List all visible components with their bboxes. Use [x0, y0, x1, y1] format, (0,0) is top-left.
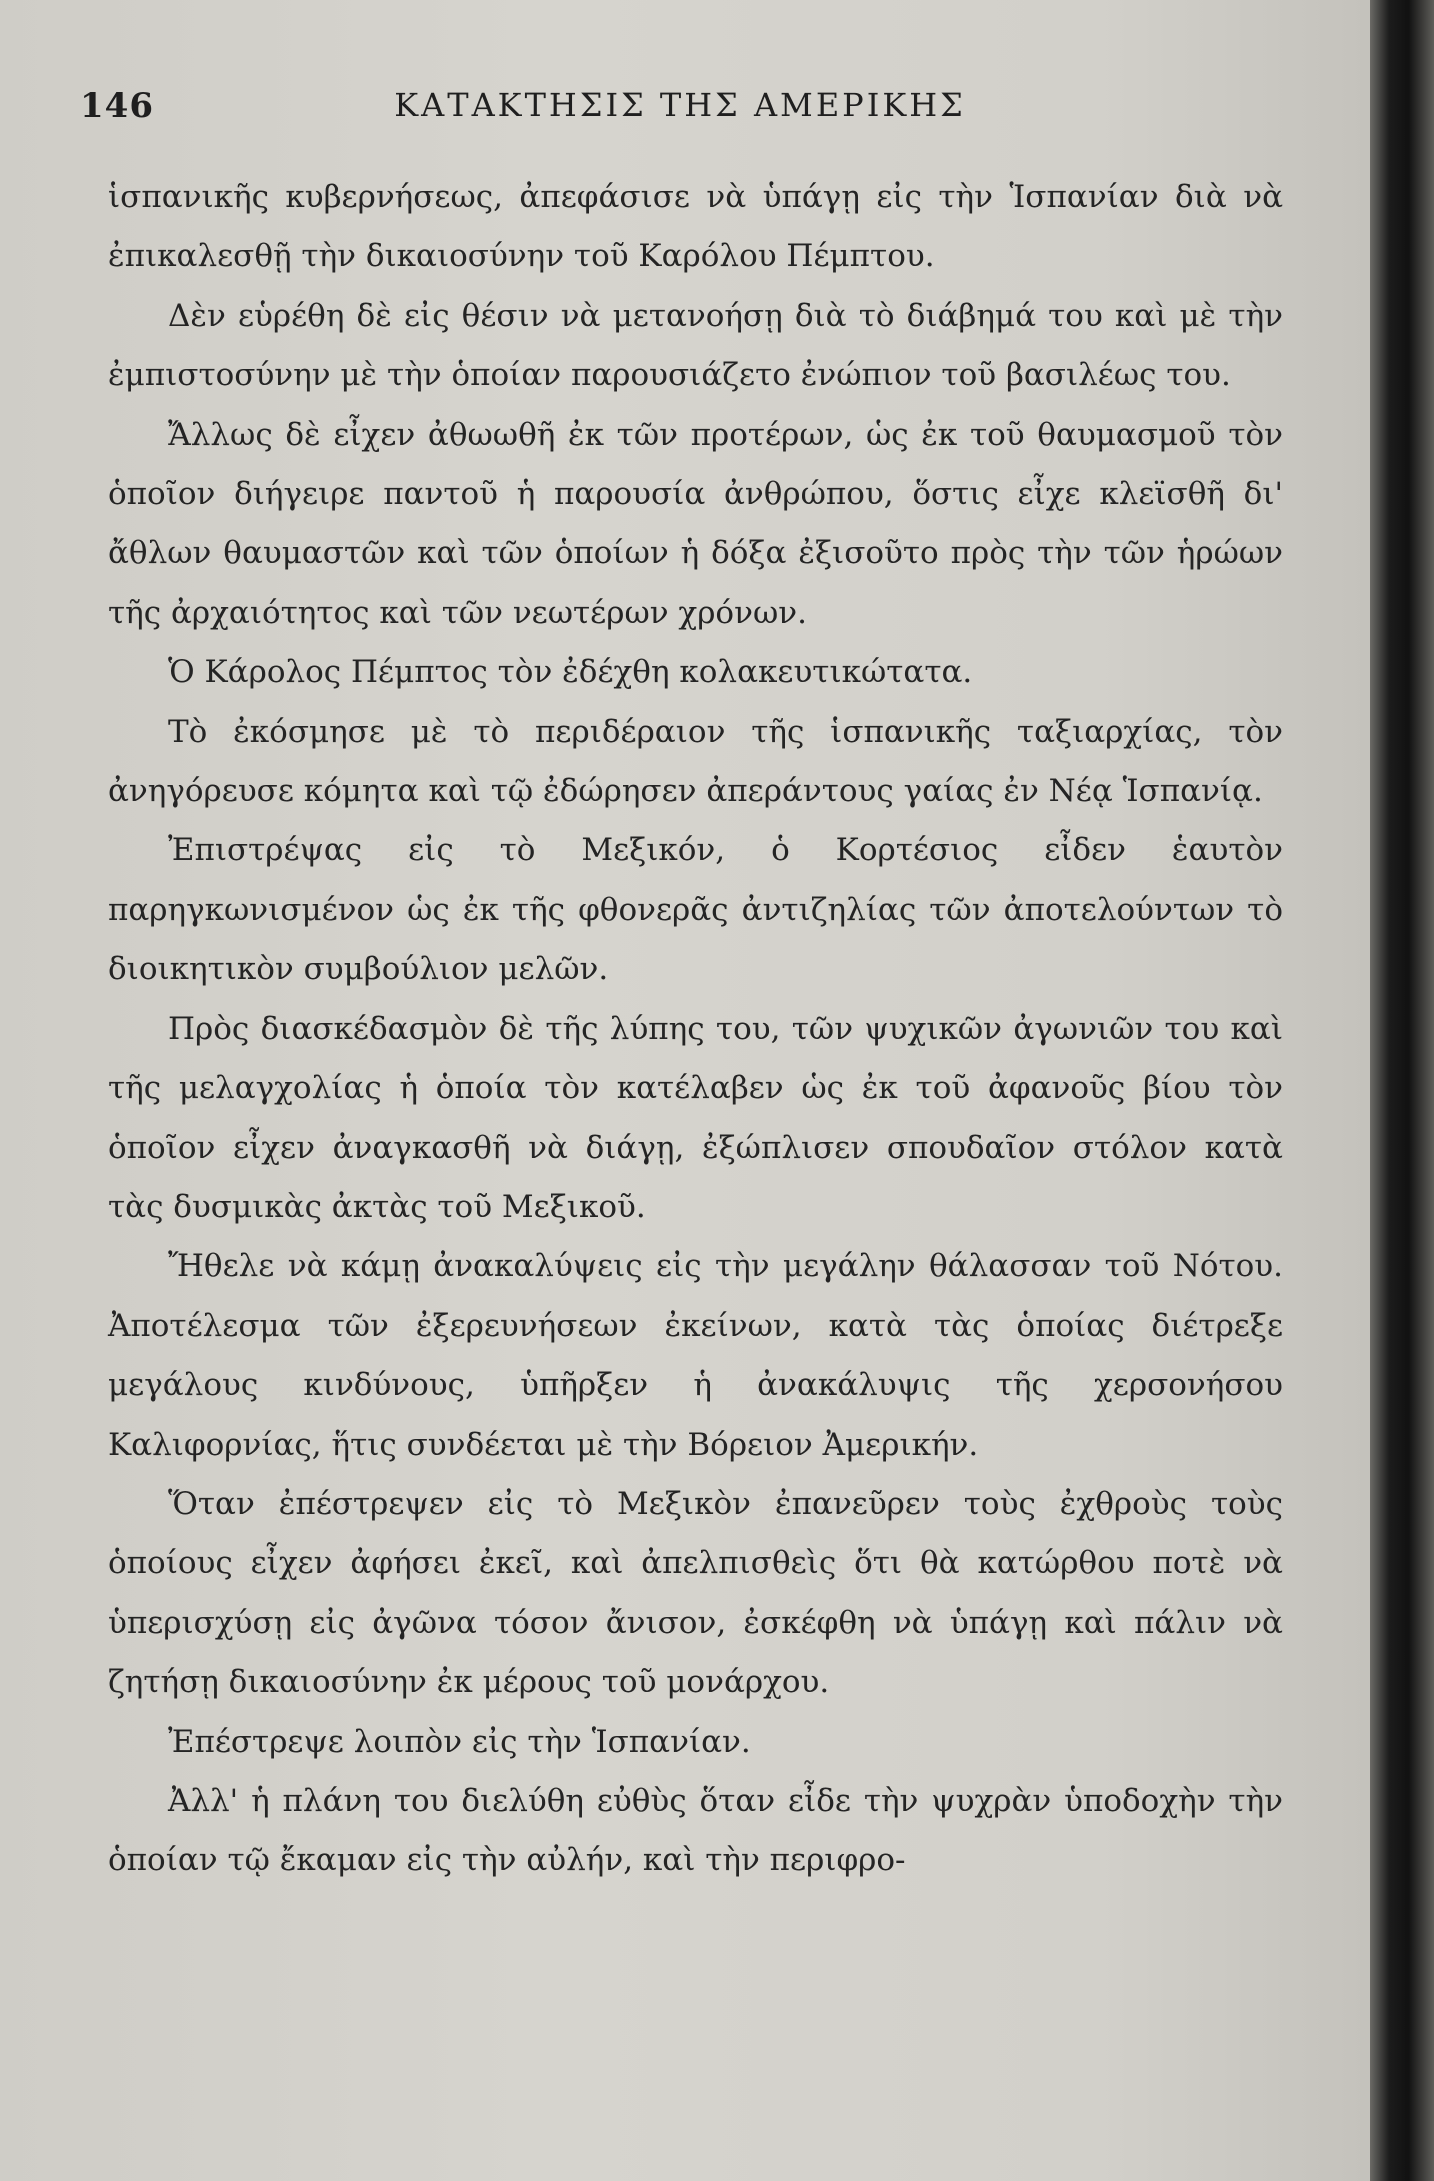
running-title: ΚΑΤΑΚΤΗΣΙΣ ΤΗΣ ΑΜΕΡΙΚΗΣ [394, 86, 966, 124]
paragraph: Δὲν εὑρέθη δὲ εἰς θέσιν νὰ μετανοήσῃ διὰ τὸ διάβημά του καὶ μὲ τὴν ἐμπιστοσύνην μὲ τὴν ὁποίαν παρουσιάζετο ἐνώπιον τοῦ βασιλέως του. [108, 297, 1283, 394]
paragraph: Τὸ ἐκόσμησε μὲ τὸ περιδέραιον τῆς ἱσπανικῆς ταξιαρχίας, τὸν ἀνηγόρευσε κόμητα καὶ τῷ ἐδώρησεν ἀπεράντους γαίας ἐν Νέᾳ Ἱσπανίᾳ. [108, 713, 1283, 810]
page-header [80, 78, 1280, 138]
paragraph: Ἄλλως δὲ εἶχεν ἀθωωθῆ ἐκ τῶν προτέρων, ὡς ἐκ τοῦ θαυμασμοῦ τὸν ὁποῖον διήγειρε παντοῦ ἡ παρουσία ἀνθρώπου, ὅστις εἶχε κλεϊσθῆ δι' ἄθλων θαυμαστῶν καὶ τῶν ὁποίων ἡ δόξα ἐξισοῦτο πρὸς τὴν τῶν ἡρώων τῆς ἀρχαιότητος καὶ τῶν νεωτέρων χρόνων. [108, 416, 1283, 631]
paragraph: Ὁ Κάρολος Πέμπτος τὸν ἐδέχθη κολακευτικώτατα. [168, 654, 973, 691]
paragraph: Ἤθελε νὰ κάμῃ ἀνακαλύψεις εἰς τὴν μεγάλην θάλασσαν τοῦ Νότου. Ἀποτέλεσμα τῶν ἐξερευνήσεων ἐκείνων, κατὰ τὰς ὁποίας διέτρεξε μεγάλους κινδύνους, ὑπῆρξεν ἡ ἀνακάλυψις τῆς χερσονήσου Καλιφορνίας, ἥτις συνδέεται μὲ τὴν Βόρειον Ἀμερικήν. [108, 1248, 1283, 1463]
book-binding-edge [1370, 0, 1434, 2181]
paragraph: Ἐπέστρεψε λοιπὸν εἰς τὴν Ἱσπανίαν. [168, 1723, 751, 1760]
page-number: 146 [80, 86, 154, 126]
paragraph: Ἀλλ' ἡ πλάνη του διελύθη εὐθὺς ὅταν εἶδε τὴν ψυχρὰν ὑποδοχὴν τὴν ὁποίαν τῷ ἔκαμαν εἰς τὴν αὐλήν, καὶ τὴν περιφρο- [108, 1782, 1283, 1879]
paragraph: ἱσπανικῆς κυβερνήσεως, ἀπεφάσισε νὰ ὑπάγῃ εἰς τὴν Ἱσπανίαν διὰ νὰ ἐπικαλεσθῇ τὴν δικαιοσύνην τοῦ Καρόλου Πέμπτου. [108, 179, 1283, 275]
paragraph: Πρὸς διασκέδασμὸν δὲ τῆς λύπης του, τῶν ψυχικῶν ἀγωνιῶν του καὶ τῆς μελαγχολίας ἡ ὁποία τὸν κατέλαβεν ὡς ἐκ τοῦ ἀφανοῦς βίου τὸν ὁποῖον εἶχεν ἀναγκασθῆ νὰ διάγῃ, ἐξώπλισεν σπουδαῖον στόλον κατὰ τὰς δυσμικὰς ἀκτὰς τοῦ Μεξικοῦ. [108, 1010, 1283, 1225]
body-text [108, 168, 1283, 1891]
paragraph: Ὅταν ἐπέστρεψεν εἰς τὸ Μεξικὸν ἐπανεῦρεν τοὺς ἐχθροὺς τοὺς ὁποίους εἶχεν ἀφήσει ἐκεῖ, καὶ ἀπελπισθεὶς ὅτι θὰ κατώρθου ποτὲ νὰ ὑπερισχύσῃ εἰς ἀγῶνα τόσον ἄνισον, ἐσκέφθη νὰ ὑπάγῃ καὶ πάλιν νὰ ζητήσῃ δικαιοσύνην ἐκ μέρους τοῦ μονάρχου. [108, 1485, 1283, 1701]
paragraph: Ἐπιστρέψας εἰς τὸ Μεξικόν, ὁ Κορτέσιος εἶδεν ἑαυτὸν παρηγκωνισμένον ὡς ἐκ τῆς φθονερᾶς ἀντιζηλίας τῶν ἀποτελούντων τὸ διοικητικὸν συμβούλιον μελῶν. [108, 832, 1283, 988]
